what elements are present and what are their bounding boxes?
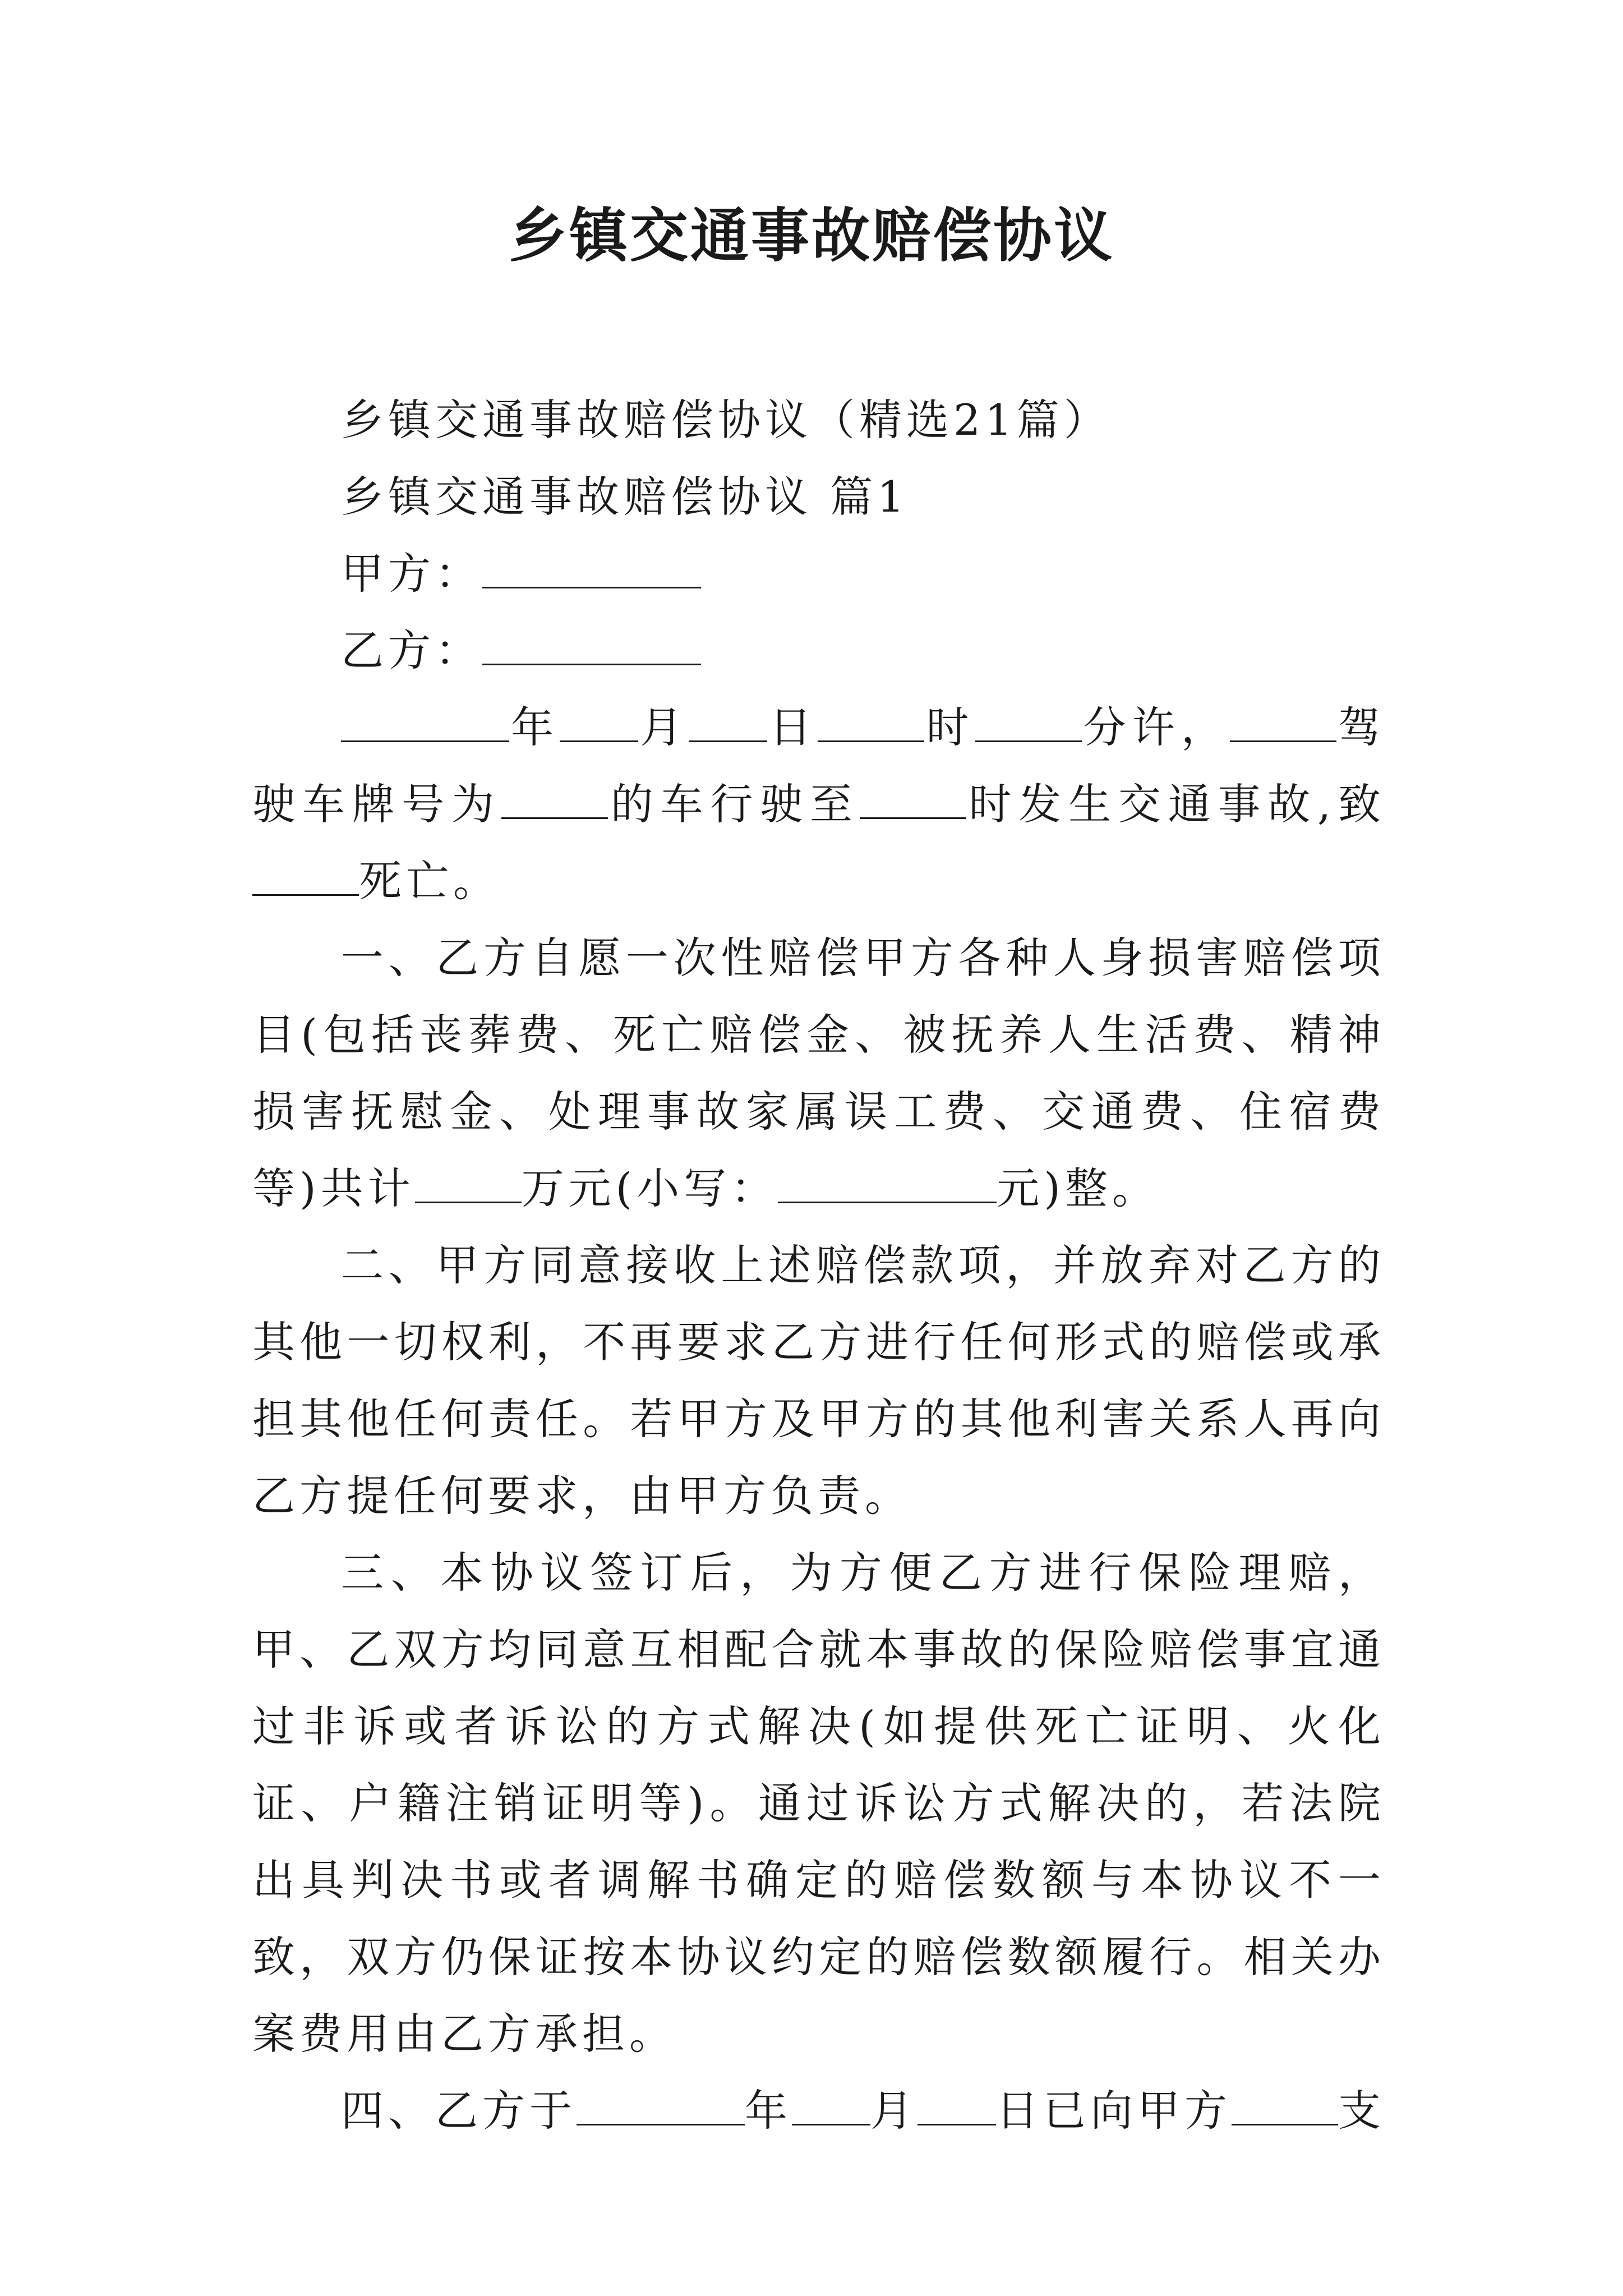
clause-1 xyxy=(252,919,1385,1227)
payment-day-blank[interactable] xyxy=(917,2086,996,2125)
party-a-blank[interactable] xyxy=(482,549,701,588)
party-b-line xyxy=(252,612,1385,689)
payment-day-label: 日已向甲方 xyxy=(996,2086,1232,2136)
subtitle: 乡镇交通事故赔偿协议（精选21篇） xyxy=(341,395,1111,445)
clause-1-text-3: 元)整。 xyxy=(997,1163,1159,1213)
victim-blank[interactable] xyxy=(252,856,359,896)
document-title: 乡镇交通事故赔偿协议 xyxy=(508,201,1114,270)
section-heading: 乡镇交通事故赔偿协议 篇1 xyxy=(341,472,909,522)
party-b-blank[interactable] xyxy=(482,625,701,665)
minute-label: 分许， xyxy=(1081,702,1230,752)
payment-month-blank[interactable] xyxy=(792,2086,870,2125)
clause-2: 二、甲方同意接收上述赔偿款项，并放弃对乙方的其他一切权利，不再要求乙方进行任何形式的赔偿或承担其他任何责任。若甲方及甲方的其他利害关系人再向乙方提任何要求，由甲方负责。 xyxy=(252,1240,1385,1521)
hour-label: 时 xyxy=(924,702,975,752)
clause-4-prefix: 四、乙方于 xyxy=(341,2086,577,2136)
amount-wan-blank[interactable] xyxy=(415,1163,522,1203)
plate-blank[interactable] xyxy=(501,779,608,819)
accident-year-blank[interactable] xyxy=(341,702,509,742)
month-label: 月 xyxy=(638,702,689,752)
payment-year-blank[interactable] xyxy=(577,2086,745,2125)
location-blank[interactable] xyxy=(860,779,966,819)
vehicle-to-label: 的车行驶至 xyxy=(607,779,860,829)
clause-1-text: 一、乙方自愿一次性赔偿甲方各种人身损害赔偿项目(包括丧葬费、死亡赔偿金、被抚养人生活费、精神损害抚慰金、处理事故家属误工费、交通费、住宿费等)共计 xyxy=(252,933,1385,1213)
accident-paragraph xyxy=(252,689,1385,919)
document-body xyxy=(252,381,1385,2149)
year-label: 年 xyxy=(509,702,560,752)
accident-month-blank[interactable] xyxy=(560,702,638,742)
party-a-line xyxy=(252,535,1385,612)
day-label: 日 xyxy=(767,702,818,752)
party-b-label: 乙方： xyxy=(341,625,482,675)
clause-3: 三、本协议签订后，为方便乙方进行保险理赔，甲、乙双方均同意互相配合就本事故的保险赔偿事宜通过非诉或者诉讼的方式解决(如提供死亡证明、火化证、户籍注销证明等)。通过诉讼方式解决的，若法院出具判决书或者调解书确定的赔偿数额与本协议不一致，双方仍保证按本协议约定的赔偿数额履行。相关办案费用由乙方承担。 xyxy=(252,1548,1385,2059)
death-label: 死亡。 xyxy=(359,856,500,906)
amount-yuan-blank[interactable] xyxy=(778,1163,997,1203)
clause-1-text-2: 万元(小写： xyxy=(521,1163,778,1213)
drive-label: 驾驶车牌号为 xyxy=(252,702,1386,829)
payment-year-label: 年 xyxy=(745,2086,792,2136)
payment-month-label: 月 xyxy=(870,2086,917,2136)
clause-4 xyxy=(252,2072,1385,2149)
accident-minute-blank[interactable] xyxy=(975,702,1082,742)
accident-at-label: 时发生交通事故,致 xyxy=(966,779,1385,829)
accident-hour-blank[interactable] xyxy=(818,702,924,742)
clause-4-suffix: 支 xyxy=(1338,2086,1385,2136)
party-a-label: 甲方： xyxy=(341,549,482,599)
payment-amount-blank[interactable] xyxy=(1232,2086,1338,2125)
accident-day-blank[interactable] xyxy=(689,702,767,742)
driver-blank[interactable] xyxy=(1230,702,1336,742)
